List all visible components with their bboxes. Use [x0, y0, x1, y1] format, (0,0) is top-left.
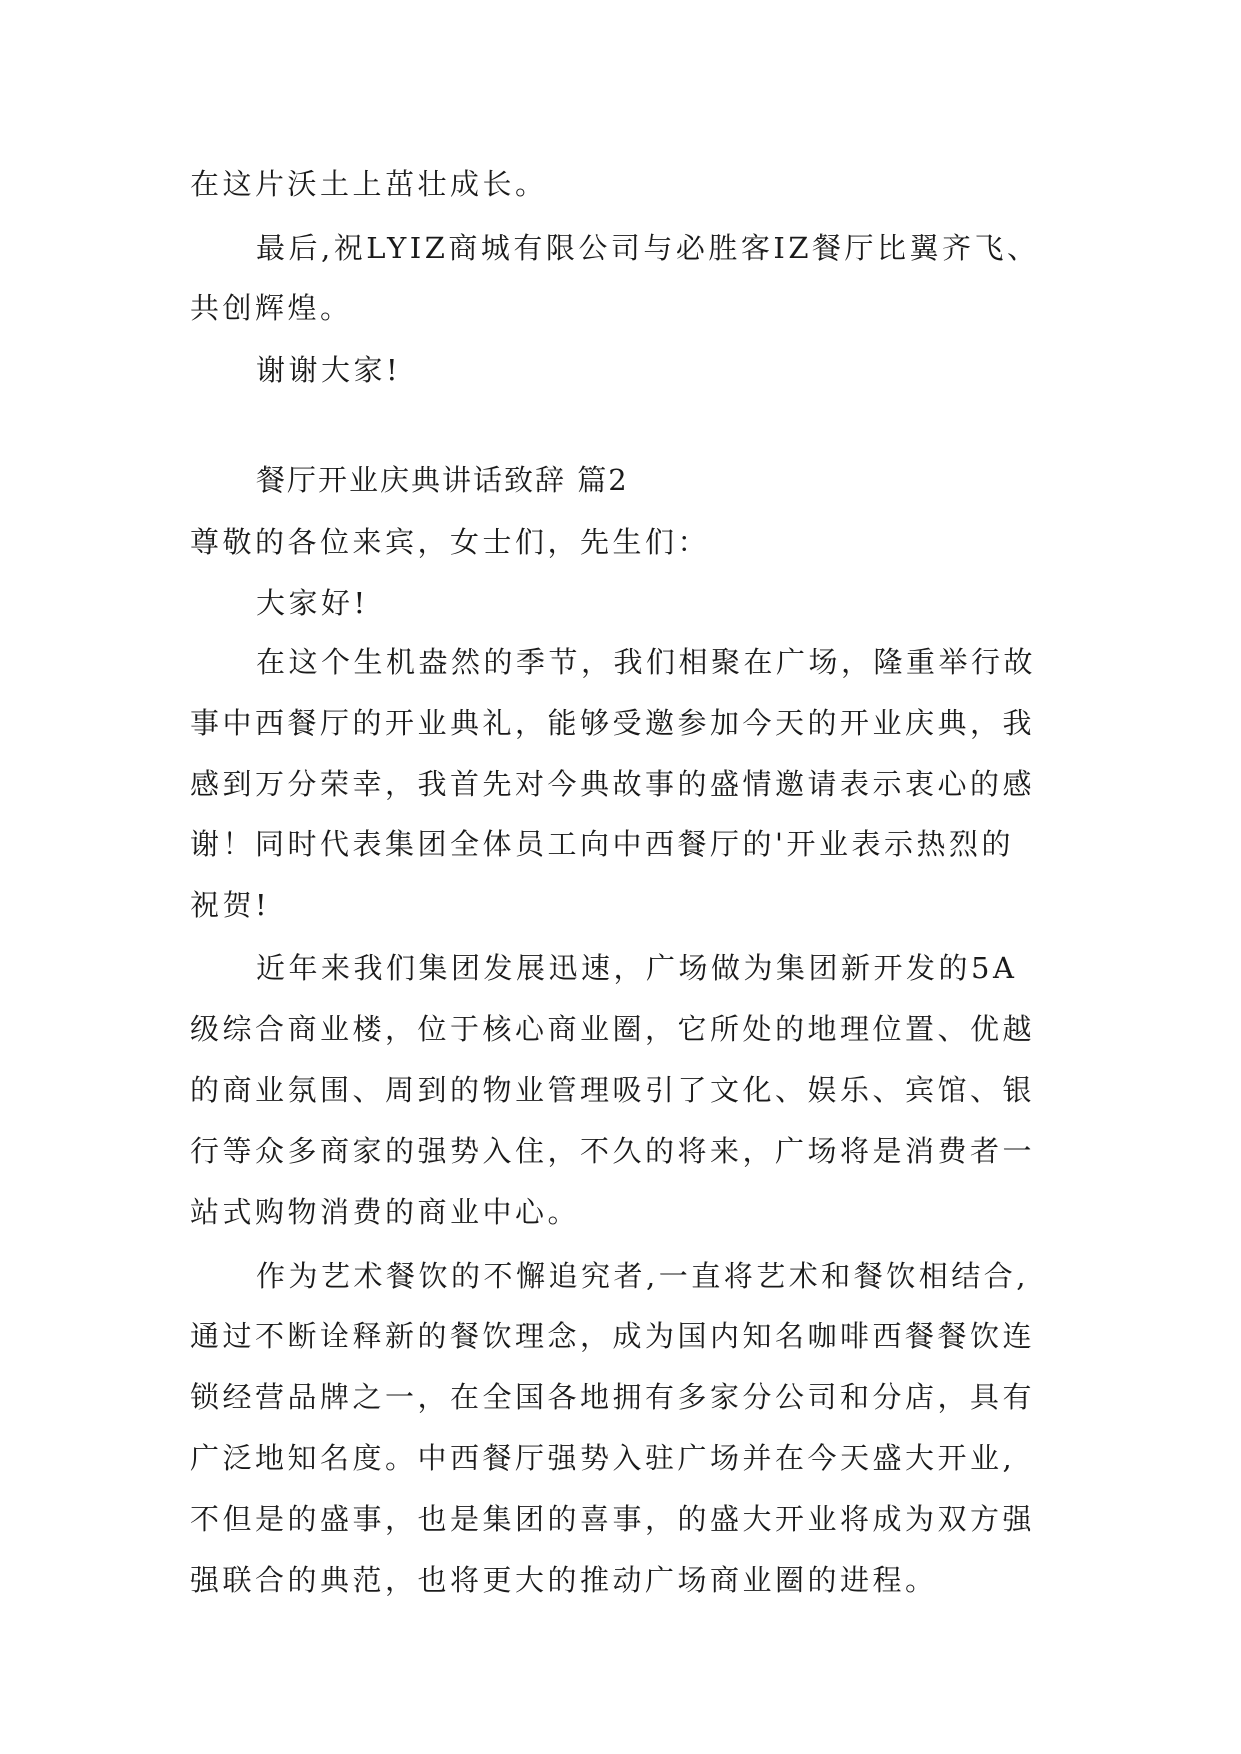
paragraph-line: 祝贺! — [190, 888, 271, 922]
paragraph-line: 通过不断诠释新的餐饮理念，成为国内知名咖啡西餐餐饮连 — [190, 1319, 1036, 1353]
paragraph-line: 的商业氛围、周到的物业管理吸引了文化、娱乐、宾馆、银 — [190, 1073, 1036, 1107]
paragraph-line: 共创辉煌。 — [190, 291, 353, 325]
salutation: 尊敬的各位来宾，女士们，先生们： — [190, 525, 711, 559]
paragraph-line: 事中西餐厅的开业典礼，能够受邀参加今天的开业庆典，我 — [190, 706, 1036, 740]
greeting: 大家好! — [256, 586, 369, 620]
paragraph-line: 在这个生机盎然的季节，我们相聚在广场，隆重举行故 — [256, 645, 1037, 679]
section-title: 餐厅开业庆典讲话致辞 篇2 — [256, 463, 629, 497]
paragraph-line: 在这片沃土上茁壮成长。 — [190, 167, 548, 201]
paragraph-line: 广泛地知名度。中西餐厅强势入驻广场并在今天盛大开业, — [190, 1441, 1016, 1475]
paragraph-line: 级综合商业楼，位于核心商业圈，它所处的地理位置、优越 — [190, 1012, 1036, 1046]
paragraph-line: 行等众多商家的强势入住，不久的将来，广场将是消费者一 — [190, 1134, 1036, 1168]
paragraph-line: 站式购物消费的商业中心。 — [190, 1195, 581, 1229]
paragraph-line: 近年来我们集团发展迅速，广场做为集团新开发的5A — [256, 951, 1018, 985]
paragraph-line: 谢！同时代表集团全体员工向中西餐厅的'开业表示热烈的 — [190, 827, 1014, 861]
paragraph-line: 最后,祝LYIZ商城有限公司与必胜客IZ餐厅比翼齐飞、 — [256, 231, 1040, 265]
paragraph-line: 谢谢大家! — [256, 353, 402, 387]
paragraph-line: 作为艺术餐饮的不懈追究者,一直将艺术和餐饮相结合, — [256, 1259, 1029, 1293]
paragraph-line: 锁经营品牌之一，在全国各地拥有多家分公司和分店，具有 — [190, 1380, 1036, 1414]
paragraph-line: 强联合的典范，也将更大的推动广场商业圈的进程。 — [190, 1563, 938, 1597]
paragraph-line: 不但是的盛事，也是集团的喜事，的盛大开业将成为双方强 — [190, 1502, 1036, 1536]
paragraph-line: 感到万分荣幸，我首先对今典故事的盛情邀请表示衷心的感 — [190, 767, 1036, 801]
